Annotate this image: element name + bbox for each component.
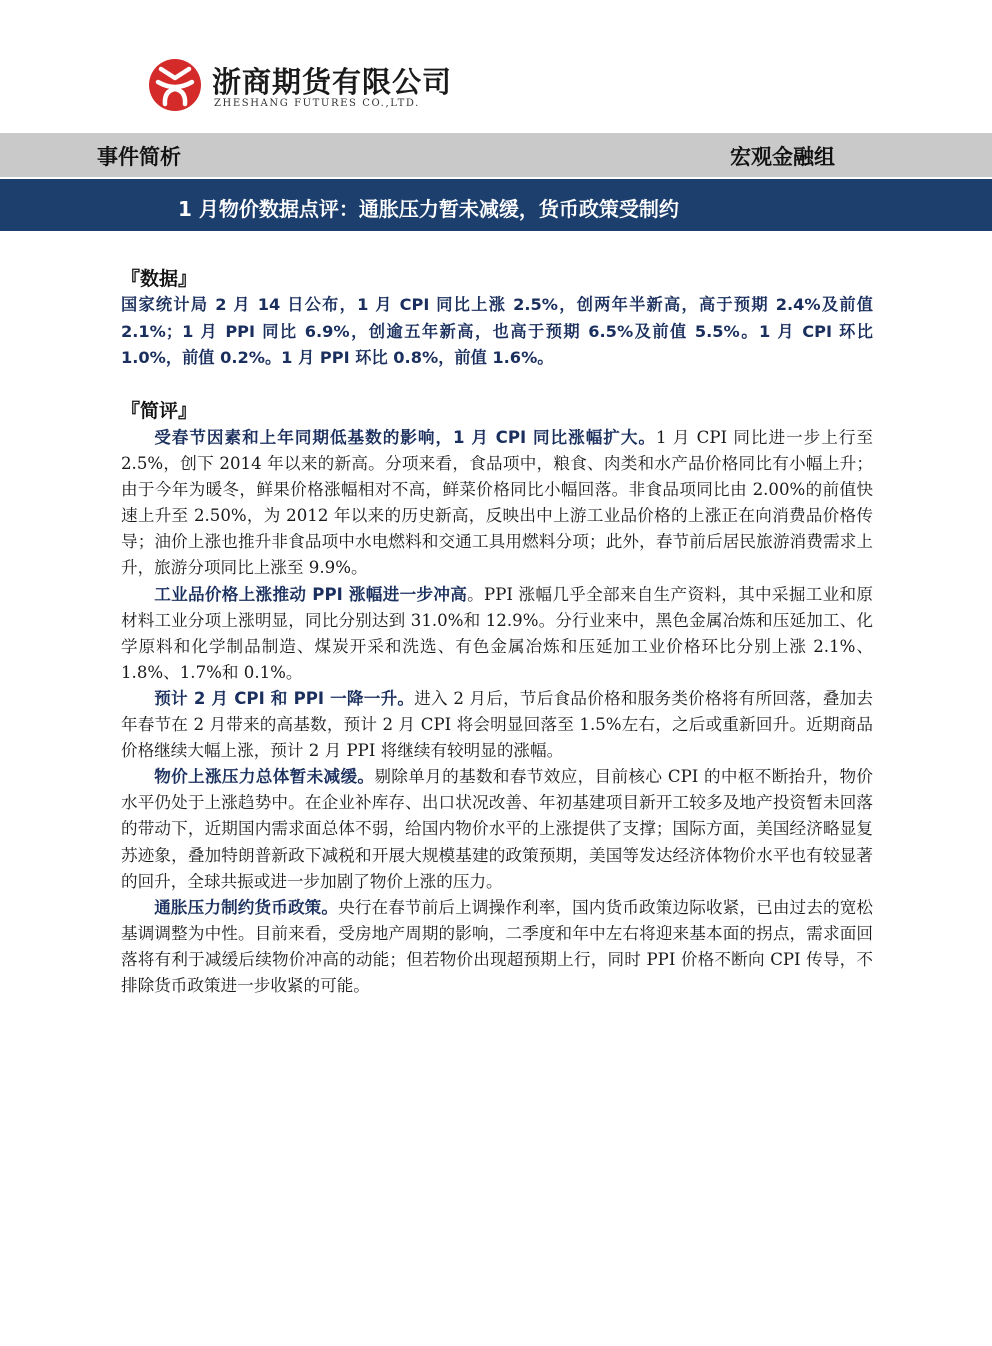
data-section-text: 国家统计局 2 月 14 日公布，1 月 CPI 同比上涨 2.5%，创两年半新高，高于预期 2.4%及前值 2.1%；1 月 PPI 同比 6.9%，创逾五年新高，也高于预期 6.5%及前值 5.5%。1 月 CPI 环比 1.0%，前值 0.2%。1 月 PPI 环比 0.8%，前值 1.6%。 bbox=[121, 295, 873, 367]
review-paragraph bbox=[121, 686, 873, 764]
zheshang-logo-icon bbox=[148, 58, 202, 112]
review-body bbox=[121, 425, 873, 999]
paragraph-lead: 通胀压力制约货币政策。 bbox=[154, 897, 339, 917]
paragraph-text: 1 月 CPI 同比进一步上行至 2.5%，创下 2014 年以来的新高。分项来看，食品项中，粮食、肉类和水产品价格同比有小幅上升；由于今年为暖冬，鲜果价格涨幅相对不高，鲜菜价格同比小幅回落。非食品项同比由 2.00%的前值快速上升至 2.50%，为 2012 年以来的历史新高，反映出中上游工业品价格的上涨正在向消费品价格传导；油价上涨也推升非食品项中水电燃料和交通工具用燃料分项；此外，春节前后居民旅游消费需求上升，旅游分项同比上涨至 9.9%。 bbox=[121, 428, 873, 578]
paragraph-lead: 预计 2 月 CPI 和 PPI 一降一升。 bbox=[154, 688, 415, 708]
paragraph-text: 剔除单月的基数和春节效应，目前核心 CPI 的中枢不断抬升，物价水平仍处于上涨趋势中。在企业补库存、出口状况改善、年初基建项目新开工较多及地产投资暂未回落的带动下，近期国内需求面总体不弱，给国内物价水平的上涨提供了支撑；国际方面，美国经济略显复苏迹象，叠加特朗普新政下减税和开展大规模基建的政策预期，美国等发达经济体物价水平也有较显著的回升，全球共振或进一步加剧了物价上涨的压力。 bbox=[121, 767, 873, 891]
paragraph-text: 。PPI 涨幅几乎全部来自生产资料，其中采掘工业和原材料工业分项上涨明显，同比分别达到 31.0%和 12.9%。分行业来中，黑色金属冶炼和压延加工、化学原料和化学制品制造、煤炭开采和洗选、有色金属冶炼和压延加工业价格环比分别上涨 2.1%、1.8%、1.7%和 0.1%。 bbox=[121, 584, 873, 682]
report-title: 1 月物价数据点评：通胀压力暂未减缓，货币政策受制约 bbox=[178, 197, 679, 221]
review-section-heading: 『简评』 bbox=[121, 400, 198, 422]
company-name-en: ZHESHANG FUTURES CO.,LTD. bbox=[214, 98, 420, 109]
review-paragraph bbox=[121, 895, 873, 999]
review-paragraph bbox=[121, 764, 873, 894]
review-paragraph bbox=[121, 582, 873, 686]
category-bar bbox=[0, 133, 992, 177]
data-section-heading: 『数据』 bbox=[121, 268, 198, 290]
paragraph-lead: 受春节因素和上年同期低基数的影响，1 月 CPI 同比涨幅扩大。 bbox=[154, 428, 657, 447]
title-bar bbox=[0, 179, 992, 231]
review-paragraph bbox=[121, 425, 873, 582]
paragraph-lead: 物价上涨压力总体暂未减缓。 bbox=[154, 767, 375, 787]
paragraph-text: 央行在春节前后上调操作利率，国内货币政策边际收紧，已由过去的宽松基调调整为中性。目前来看，受房地产周期的影响，二季度和年中左右将迎来基本面的拐点，需求面回落将有利于减缓后续物价冲高的动能；但若物价出现超预期上行，同时 PPI 价格不断向 CPI 传导，不排除货币政策进一步收紧的可能。 bbox=[121, 897, 874, 995]
paragraph-text: 进入 2 月后，节后食品价格和服务类价格将有所回落，叠加去年春节在 2 月带来的高基数，预计 2 月 CPI 将会明显回落至 1.5%左右，之后或重新回升。近期商品价格继续大幅上涨，预计 2 月 PPI 将继续有较明显的涨幅。 bbox=[121, 688, 873, 761]
company-name-cn: 浙商期货有限公司 bbox=[212, 65, 453, 99]
category-label: 事件简析 bbox=[97, 145, 181, 169]
department-label: 宏观金融组 bbox=[730, 145, 835, 169]
paragraph-lead: 工业品价格上涨推动 PPI 涨幅进一步冲高 bbox=[154, 584, 468, 604]
